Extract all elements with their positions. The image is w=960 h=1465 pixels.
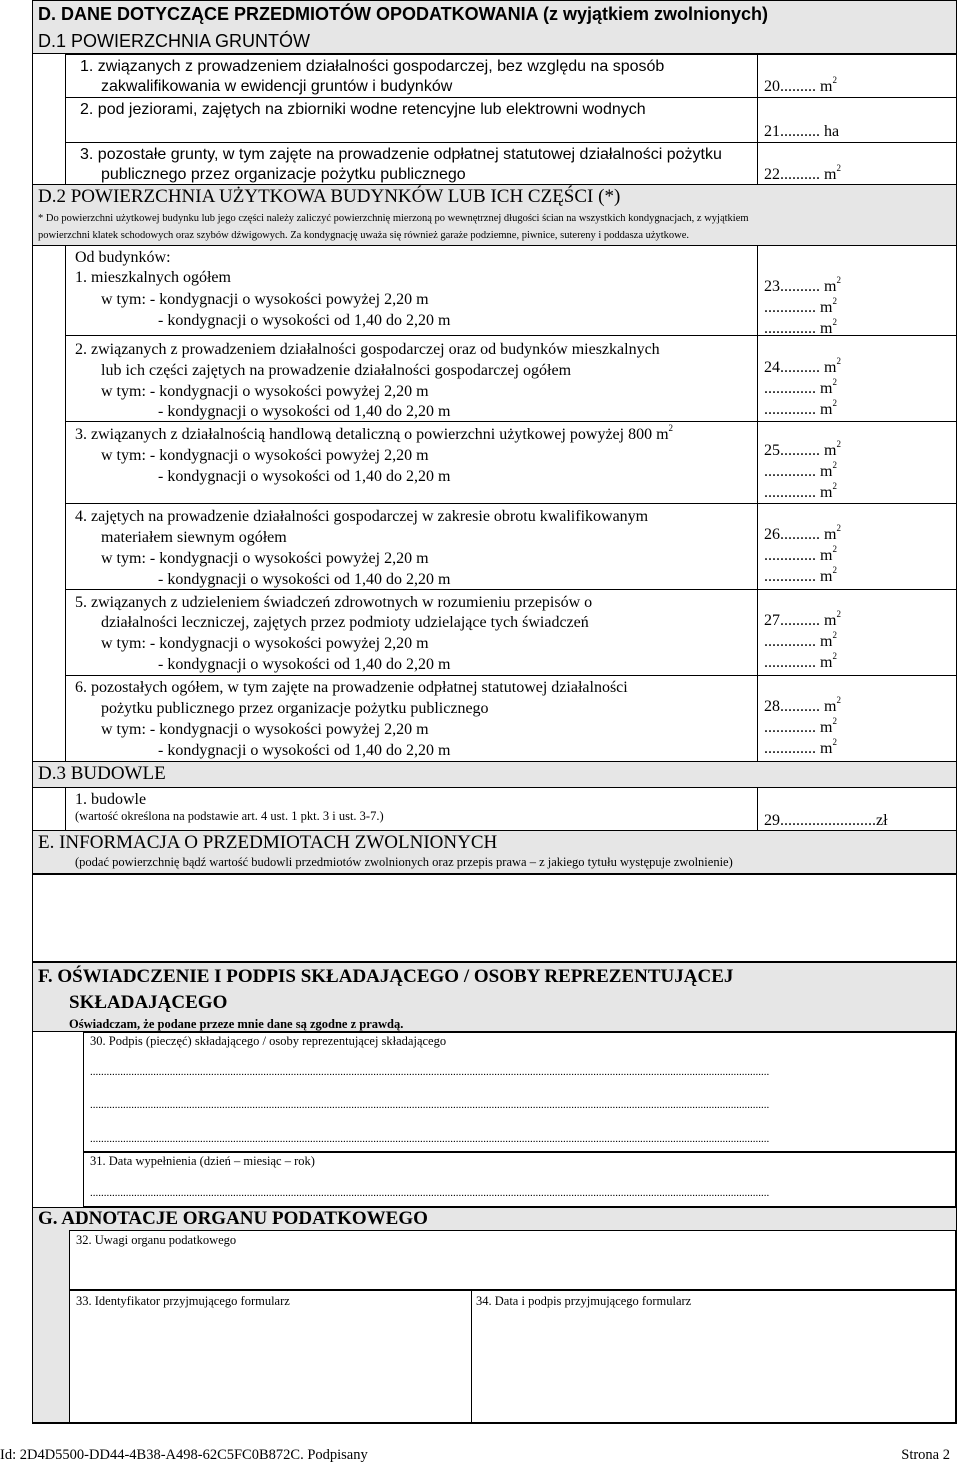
section-e-note: (podać powierzchnię bądź wartość budowli przedmiotów zwolnionych oraz przepis prawa – z jakiego tytułu występuje zwolnienie) [75,855,733,869]
field-22-label: 22. [764,166,784,183]
d2-item-4-line-1: 4. zajętych na prowadzenie działalności gospodarczej w zakresie obrotu kwalifikowanym [75,508,649,525]
section-f-title-a: F. OŚWIADCZENIE I PODPIS SKŁADAJĄCEGO / OSOBY REPREZENTUJĄCEJ [38,966,734,987]
d1-item-1-line-a: 1. związanych z prowadzeniem działalności gospodarczej, bez względu na sposób [80,58,665,75]
field-28[interactable]: 28.......... $m^2$ [764,694,841,715]
field-27[interactable]: 27.......... $m^2$ [764,608,841,629]
d2-note-a: * Do powierzchni użytkowej budynku lub jego części należy zaliczyć powierzchnię mierzoną po wewnętrznej długości ścian na wszystkich kondygnacjach, z wyjątkiem [38,213,749,224]
d2-item-6-wtym-a: w tym: - kondygnacji o wysokości powyżej 2,20 m [101,721,429,738]
field-30-line-3[interactable]: ....................................................................................................................................................................................................................................................... [90,1133,770,1145]
field-21-label: 21. [764,123,784,140]
field-23-a[interactable]: ............. $m^2$ [764,295,837,316]
d2-from-label: Od budynków: [75,249,171,266]
d2-item-1-wtym-a: w tym: - kondygnacji o wysokości powyżej 2,20 m [101,291,429,308]
d2-item-6-line-2: pożytku publicznego przez organizacje pożytku publicznego [101,700,489,717]
field-24[interactable]: 24.......... $m^2$ [764,355,841,376]
d2-item-1: 1. mieszkalnych ogółem [75,269,231,286]
d2-item-3-wtym-a: w tym: - kondygnacji o wysokości powyżej 2,20 m [101,447,429,464]
d2-item-2-line-1: 2. związanych z prowadzeniem działalności gospodarczej oraz od budynków mieszkalnych [75,341,660,358]
field-27-b[interactable]: ............. $m^2$ [764,650,837,671]
d2-item-3-line-1: 3. związanych z działalnością handlową detaliczną o powierzchni użytkowej powyżej 800 $m^2$ [75,422,674,443]
field-26-b[interactable]: ............. $m^2$ [764,564,837,585]
field-21[interactable]: 21.......... ha [764,123,840,140]
section-g-title: G. ADNOTACJE ORGANU PODATKOWEGO [38,1208,428,1229]
d2-item-3-wtym-b: - kondygnacji o wysokości od 1,40 do 2,20 m [158,468,451,485]
field-33-box[interactable] [69,1290,472,1423]
d1-item-3-line-a: 3. pozostałe grunty, w tym zajęte na prowadzenie odpłatnej statutowej działalności pożytku [80,146,722,163]
field-28-a[interactable]: ............. $m^2$ [764,715,837,736]
field-24-a[interactable]: ............. $m^2$ [764,376,837,397]
frame-bottom [32,1423,957,1424]
section-f-title-b: SKŁADAJĄCEGO [69,992,228,1013]
field-34-box[interactable] [471,1290,956,1423]
field-28-b[interactable]: ............. $m^2$ [764,736,837,757]
field-20[interactable]: 20......... $m^2$ [764,74,837,95]
d2-note-b: powierzchni klatek schodowych oraz szybów dźwigowych. Za kondygnację uważa się również garaże podziemne, piwnice, sutereny i poddasza użytkowe. [38,230,690,241]
d3-title: D.3 BUDOWLE [38,763,166,784]
d3-note: (wartość określona na podstawie art. 4 ust. 1 pkt. 3 i ust. 3-7.) [75,809,384,823]
footer-page: Strona 2 [901,1447,950,1463]
d2-item-6-wtym-b: - kondygnacji o wysokości od 1,40 do 2,20 m [158,742,451,759]
d2-item-5-line-2: działalności leczniczej, zajętych przez podmioty udzielające tych świadczeń [101,614,589,631]
field-27-a[interactable]: ............. $m^2$ [764,629,837,650]
field-31-label: 31. Data wypełnienia (dzień – miesiąc – rok) [90,1154,315,1168]
field-20-label: 20. [764,78,784,95]
d1-title: D.1 POWIERZCHNIA GRUNTÓW [38,31,311,51]
d2-item-5-line-1: 5. związanych z udzieleniem świadczeń zdrowotnych w rozumieniu przepisów o [75,594,593,611]
field-30-line-2[interactable]: ....................................................................................................................................................................................................................................................... [90,1099,770,1111]
section-e-title: E. INFORMACJA O PRZEDMIOTACH ZWOLNIONYCH [38,832,498,853]
field-26[interactable]: 26.......... $m^2$ [764,522,841,543]
field-25-b[interactable]: ............. $m^2$ [764,480,837,501]
declaration: Oświadczam, że podane przeze mnie dane są zgodne z prawdą. [69,1017,404,1031]
field-30-line-1[interactable]: ....................................................................................................................................................................................................................................................... [90,1066,770,1078]
footer-id: Id: 2D4D5500-DD44-4B38-A498-62C5FC0B872C. Podpisany [0,1447,368,1463]
field-33-label: 33. Identyfikator przyjmującego formularz [76,1294,290,1308]
d2-item-2-wtym-b: - kondygnacji o wysokości od 1,40 do 2,20 m [158,403,451,420]
d3-header [32,761,957,788]
field-24-b[interactable]: ............. $m^2$ [764,397,837,418]
field-25[interactable]: 25.......... $m^2$ [764,438,841,459]
d2-item-4-wtym-a: w tym: - kondygnacji o wysokości powyżej 2,20 m [101,550,429,567]
field-23[interactable]: 23.......... $m^2$ [764,274,841,295]
section-d-title: D. DANE DOTYCZĄCE PRZEDMIOTÓW OPODATKOWANIA (z wyjątkiem zwolnionych) [38,4,769,24]
field-32-label: 32. Uwagi organu podatkowego [76,1233,237,1247]
d2-item-2-wtym-a: w tym: - kondygnacji o wysokości powyżej 2,20 m [101,383,429,400]
field-26-a[interactable]: ............. $m^2$ [764,543,837,564]
field-31-line[interactable]: ....................................................................................................................................................................................................................................................... [90,1187,770,1199]
field-29[interactable]: 29........................zł [764,812,888,829]
d1-item-1-line-b: zakwalifikowania w ewidencji gruntów i budynków [101,78,453,95]
d2-item-4-line-2: materiałem siewnym ogółem [101,529,287,546]
d3-item: 1. budowle [75,791,147,808]
d1-item-2: 2. pod jeziorami, zajętych na zbiorniki wodne retencyjne lub elektrowni wodnych [80,101,646,118]
field-30-label: 30. Podpis (pieczęć) składającego / osoby reprezentującej składającego [90,1034,447,1048]
d2-item-5-wtym-b: - kondygnacji o wysokości od 1,40 do 2,20 m [158,656,451,673]
d2-item-2-line-2: lub ich części zajętych na prowadzenie działalności gospodarczej ogółem [101,362,572,379]
d2-item-5-wtym-a: w tym: - kondygnacji o wysokości powyżej 2,20 m [101,635,429,652]
d2-item-4-wtym-b: - kondygnacji o wysokości od 1,40 do 2,20 m [158,571,451,588]
field-23-b[interactable]: ............. $m^2$ [764,316,837,337]
field-22[interactable]: 22.......... $m^2$ [764,162,841,183]
d2-title: D.2 POWIERZCHNIA UŻYTKOWA BUDYNKÓW LUB ICH CZĘŚCI (*) [38,186,621,207]
d1-item-3-line-b: publicznego przez organizacje pożytku publicznego [101,166,466,183]
section-e-input-area[interactable] [32,874,957,962]
field-25-a[interactable]: ............. $m^2$ [764,459,837,480]
d2-item-1-wtym-b: - kondygnacji o wysokości od 1,40 do 2,20 m [158,312,451,329]
field-34-label: 34. Data i podpis przyjmującego formularz [476,1294,692,1308]
d2-item-6-line-1: 6. pozostałych ogółem, w tym zajęte na prowadzenie odpłatnej statutowej działalności [75,679,628,696]
